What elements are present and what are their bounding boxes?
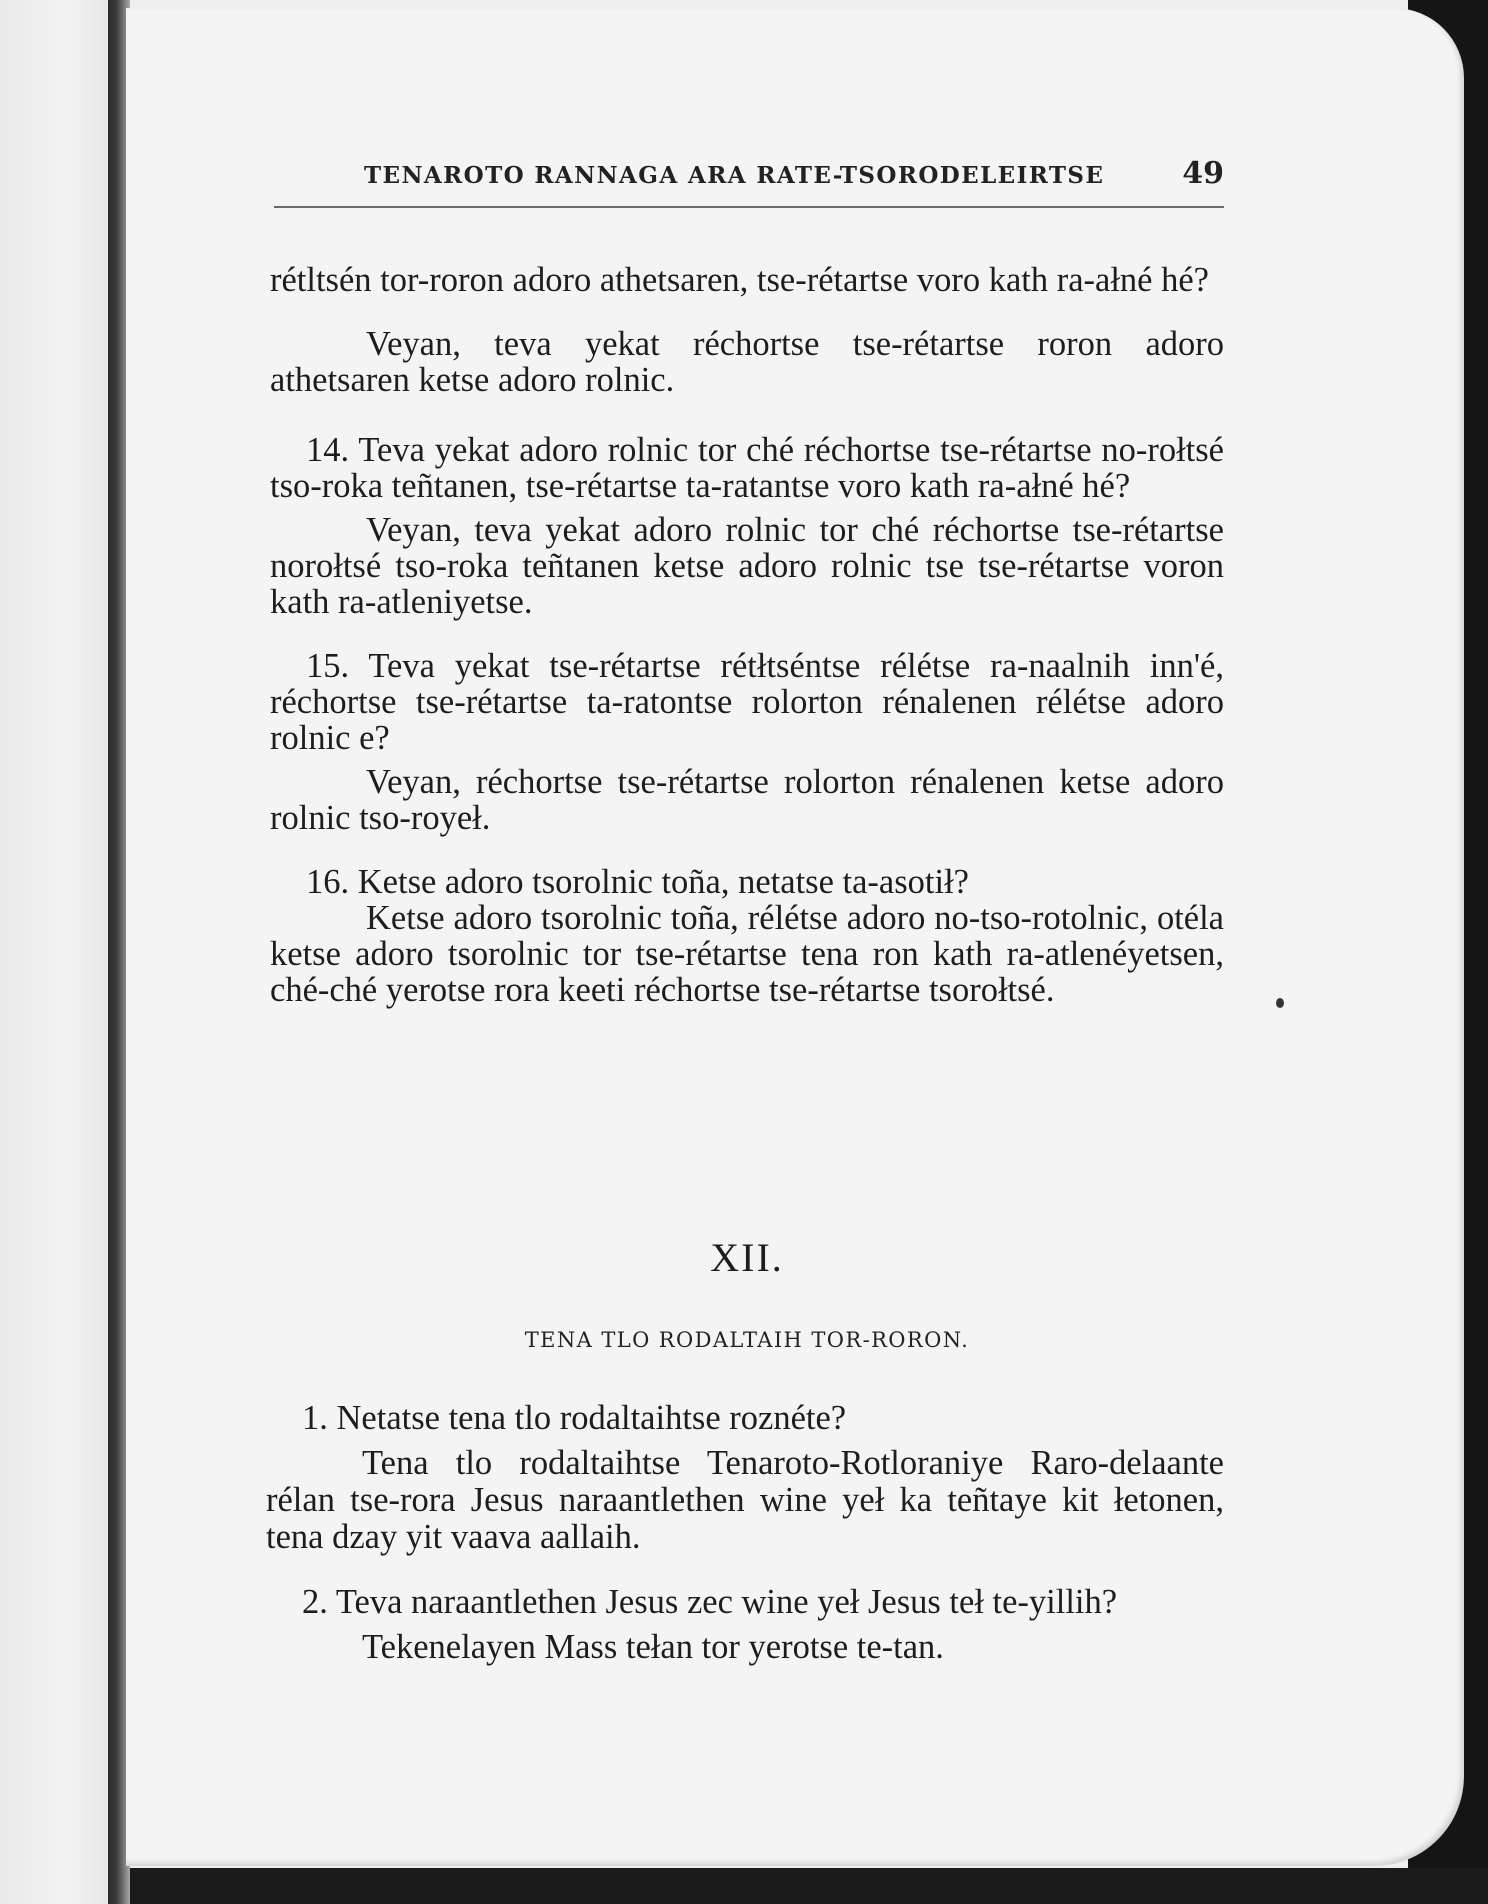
header-rule [274,206,1224,208]
question-14: 14. Teva yekat adoro rolnic tor ché réchortse tse-rétartse no-rołtsé tso-roka teñtanen, tse-rétartse ta-ratantse voro kath ra-ałné hé? [270,431,1224,505]
question-15: 15. Teva yekat tse-rétartse rétłtséntse rélétse ra-naalnih inn'é, réchortse tse-rétartse ta-ratontse rolorton rénalenen rélétse adoro rolnic e? [270,647,1224,757]
section-body-text [266,1400,1224,1666]
answer-paragraph: Veyan, teva yekat réchortse tse-rétartse roron adoro athetsaren ketse adoro rolnic. [270,325,1224,399]
previous-page-edge [0,0,112,1904]
question-16: 16. Ketse adoro tsorolnic toña, netatse ta-asotił? [306,863,969,901]
answer-14: Veyan, teva yekat adoro rolnic tor ché réchortse tse-rétartse norołtsé tso-roka teñtanen ketse adoro rolnic tse tse-rétartse voron kath ra-atleniyetse. [270,511,1224,621]
paragraph: rétltsén tor-roron adoro athetsaren, tse-rétartse voro kath ra-ałné hé? [270,261,1209,299]
answer-16: Ketse adoro tsorolnic toña, rélétse adoro no-tso-rotolnic, otéla ketse adoro tsorolnic tor tse-rétartse tena ron kath ra-atlenéyetsen, ché-ché yerotse rora keeti réchortse tse-rétartse tsorołtsé. [270,899,1224,1009]
scan-background-bottom [130,1868,1488,1904]
running-head [274,156,1224,202]
question-2: 2. Teva naraantlethen Jesus zec wine yeł Jesus teł te-yillih? [302,1583,1118,1621]
answer-1: Tena tlo rodaltaihtse Tenaroto-Rotloraniye Raro-delaante rélan tse-rora Jesus naraantlethen wine yeł ka teñtaye kit łetonen, tena dzay yit vaava aallaih. [266,1444,1224,1556]
question-1: 1. Netatse tena tlo rodaltaihtse roznéte? [302,1399,847,1437]
ink-speck [1276,998,1284,1008]
answer-15: Veyan, réchortse tse-rétartse rolorton rénalenen ketse adoro rolnic tso-royeł. [270,763,1224,837]
section-title: TENA TLO RODALTAIH TOR-RORON. [524,1328,970,1352]
page-number: 49 [1182,156,1224,191]
section-number: XII. [710,1235,784,1280]
running-head-title: TENAROTO RANNAGA ARA RATE-TSORODELEIRTSE [364,162,1105,189]
body-text [270,262,1224,1008]
answer-2: Tekenelayen Mass tełan tor yerotse te-tan. [362,1628,944,1666]
